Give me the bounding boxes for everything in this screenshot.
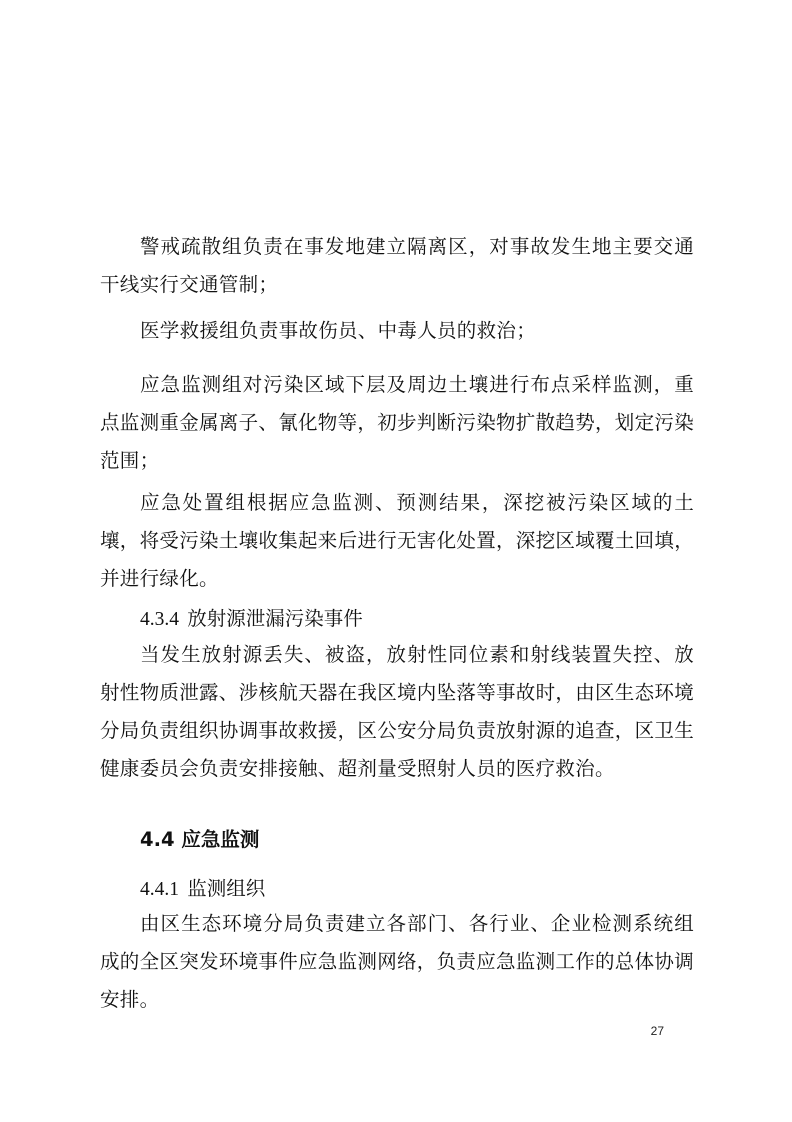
section-title: 监测组织 <box>187 877 266 900</box>
section-number: 4.3.4 <box>140 609 179 630</box>
section-number: 4.4.1 <box>140 879 179 900</box>
section-heading-4-4: 4.4 应急监测 <box>140 828 260 851</box>
paragraph-monitoring-organization: 由区生态环境分局负责建立各部门、各行业、企业检测系统组成的全区突发环境事件应急监测网络，负责应急监测工作的总体协调安排。 <box>100 912 695 1011</box>
section-heading-4-3-4 <box>140 604 363 635</box>
paragraph-emergency-monitoring-group: 应急监测组对污染区域下层及周边土壤进行布点采样监测，重点监测重金属离子、氰化物等，初步判断污染物扩散趋势，划定污染范围； <box>100 373 695 472</box>
section-heading-4-4-1 <box>140 874 265 905</box>
paragraph-radioactive-source-event: 当发生放射源丢失、被盗，放射性同位素和射线装置失控、放射性物质泄露、涉核航天器在我区境内坠落等事故时，由区生态环境分局负责组织协调事故救援，区公安分局负责放射源的追查，区卫生健康委员会负责安排接触、超剂量受照射人员的医疗救治。 <box>100 643 695 780</box>
paragraph-evacuation-group: 警戒疏散组负责在事发地建立隔离区，对事故发生地主要交通干线实行交通管制； <box>100 235 694 296</box>
paragraph-emergency-disposal-group: 应急处置组根据应急监测、预测结果，深挖被污染区域的土壤，将受污染土壤收集起来后进行无害化处置，深挖区域覆土回填，并进行绿化。 <box>100 491 695 590</box>
paragraph-medical-rescue-group: 医学救援组负责事故伤员、中毒人员的救治； <box>140 319 537 342</box>
page-number: 27 <box>650 1024 664 1038</box>
section-title: 放射源泄漏污染事件 <box>187 607 363 630</box>
